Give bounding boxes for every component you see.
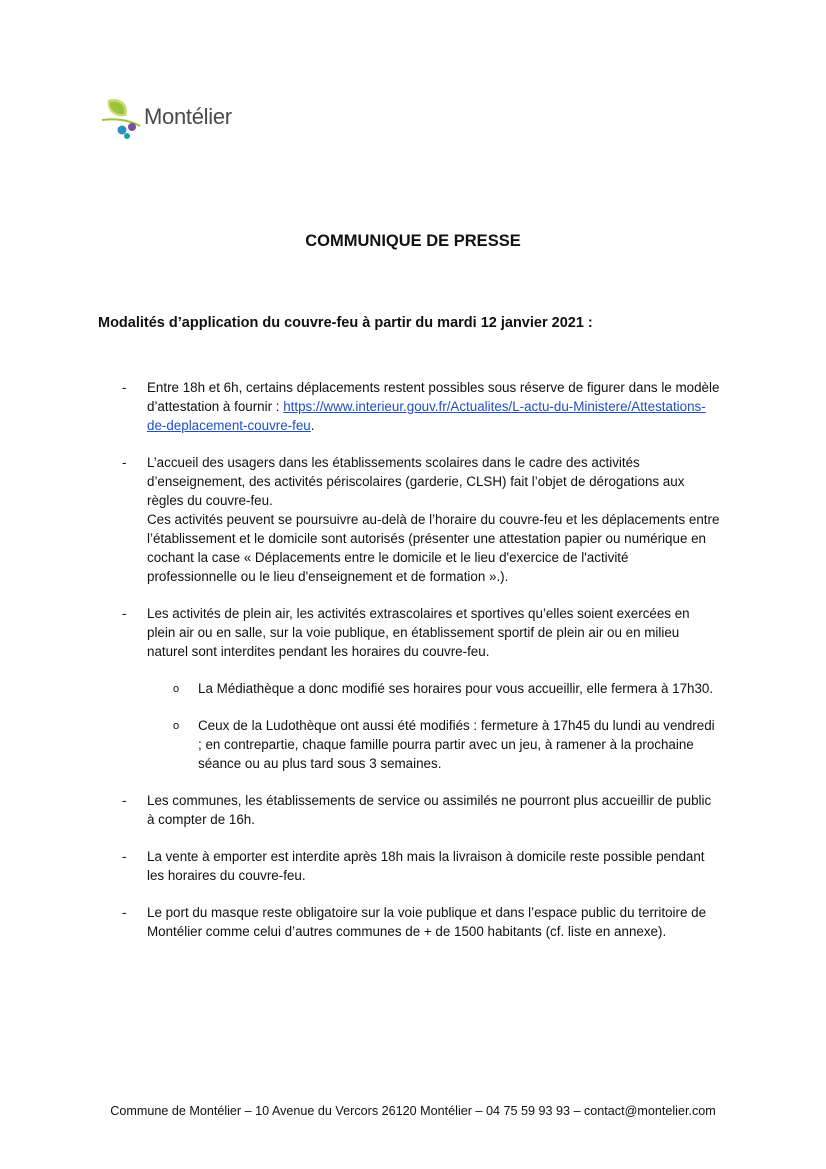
list-item <box>0 604 721 661</box>
item-text: Le port du masque reste obligatoire sur la voie publique et dans l’espace public du territoire de Montélier comme celui d’autres communes de + de 1500 habitants (cf. liste en annexe). <box>147 905 707 939</box>
item-text-end: . <box>310 418 315 433</box>
circle-bullet: o <box>173 683 180 695</box>
list-item <box>0 847 721 885</box>
page-footer: Commune de Montélier – 10 Avenue du Vercors 26120 Montélier – 04 75 59 93 93 – contact@montelier.com <box>110 1104 716 1118</box>
item-text: Entre 18h et 6h, certains déplacements restent possibles sous réserve de figurer dans le modèle d’attestation à fournir : <box>147 380 720 414</box>
list-item <box>0 378 721 435</box>
item-text: Les communes, les établissements de service ou assimilés ne pourront plus accueillir de public à compter de 16h. <box>147 793 712 827</box>
dash-bullet: - <box>122 849 127 864</box>
dash-bullet: - <box>122 793 127 808</box>
attestation-link[interactable]: https://www.interieur.gouv.fr/Actualites/L-actu-du-Ministere/Attestations-de-deplacement-couvre-feu <box>147 399 706 433</box>
sub-item-text: Ceux de la Ludothèque ont aussi été modifiés : fermeture à 17h45 du lundi au vendredi ; en contrepartie, chaque famille pourra partir avec un jeu, à ramener à la prochaine séance ou au plus tard sous 3 semaines. <box>198 718 715 771</box>
montelier-leaf-icon <box>100 96 150 142</box>
item-text-continued: Ces activités peuvent se poursuivre au-delà de l’horaire du couvre-feu et les déplacements entre l’établissement et le domicile sont autorisés (présenter une attestation papier ou numérique en cochant la case « Déplacements entre le domicile et le lieu d'exercice de l'activité professionnelle ou le lieu d'enseignement et de formation ».). <box>147 512 720 584</box>
page-subtitle: Modalités d’application du couvre-feu à partir du mardi 12 janvier 2021 : <box>98 315 593 331</box>
list-item <box>0 791 721 829</box>
item-text: Les activités de plein air, les activités extrascolaires et sportives qu’elles soient exercées en plein air ou en salle, sur la voie publique, en établissement sportif de plein air ou en milieu naturel sont interdites pendant les horaires du couvre-feu. <box>147 606 690 659</box>
circle-bullet: o <box>173 720 180 732</box>
dash-bullet: - <box>122 380 127 395</box>
dash-bullet: - <box>122 606 127 621</box>
dash-bullet: - <box>122 905 127 920</box>
sub-list-item <box>0 716 721 773</box>
list-item <box>0 453 721 586</box>
dash-bullet: - <box>122 455 127 470</box>
sub-item-text: La Médiathèque a donc modifié ses horaires pour vous accueillir, elle fermera à 17h30. <box>198 681 714 696</box>
list-item <box>0 903 721 941</box>
item-text: L’accueil des usagers dans les établissements scolaires dans le cadre des activités d’enseignement, des activités périscolaires (garderie, CLSH) fait l’objet de dérogations aux règles du couvre-feu. <box>147 455 685 508</box>
montelier-logo <box>100 96 250 142</box>
page-title: COMMUNIQUE DE PRESSE <box>305 232 521 250</box>
bullet-list <box>0 378 826 941</box>
logo-text: Montélier <box>144 104 232 129</box>
sub-list-item <box>0 679 721 698</box>
item-text: La vente à emporter est interdite après 18h mais la livraison à domicile reste possible pendant les horaires du couvre-feu. <box>147 849 705 883</box>
